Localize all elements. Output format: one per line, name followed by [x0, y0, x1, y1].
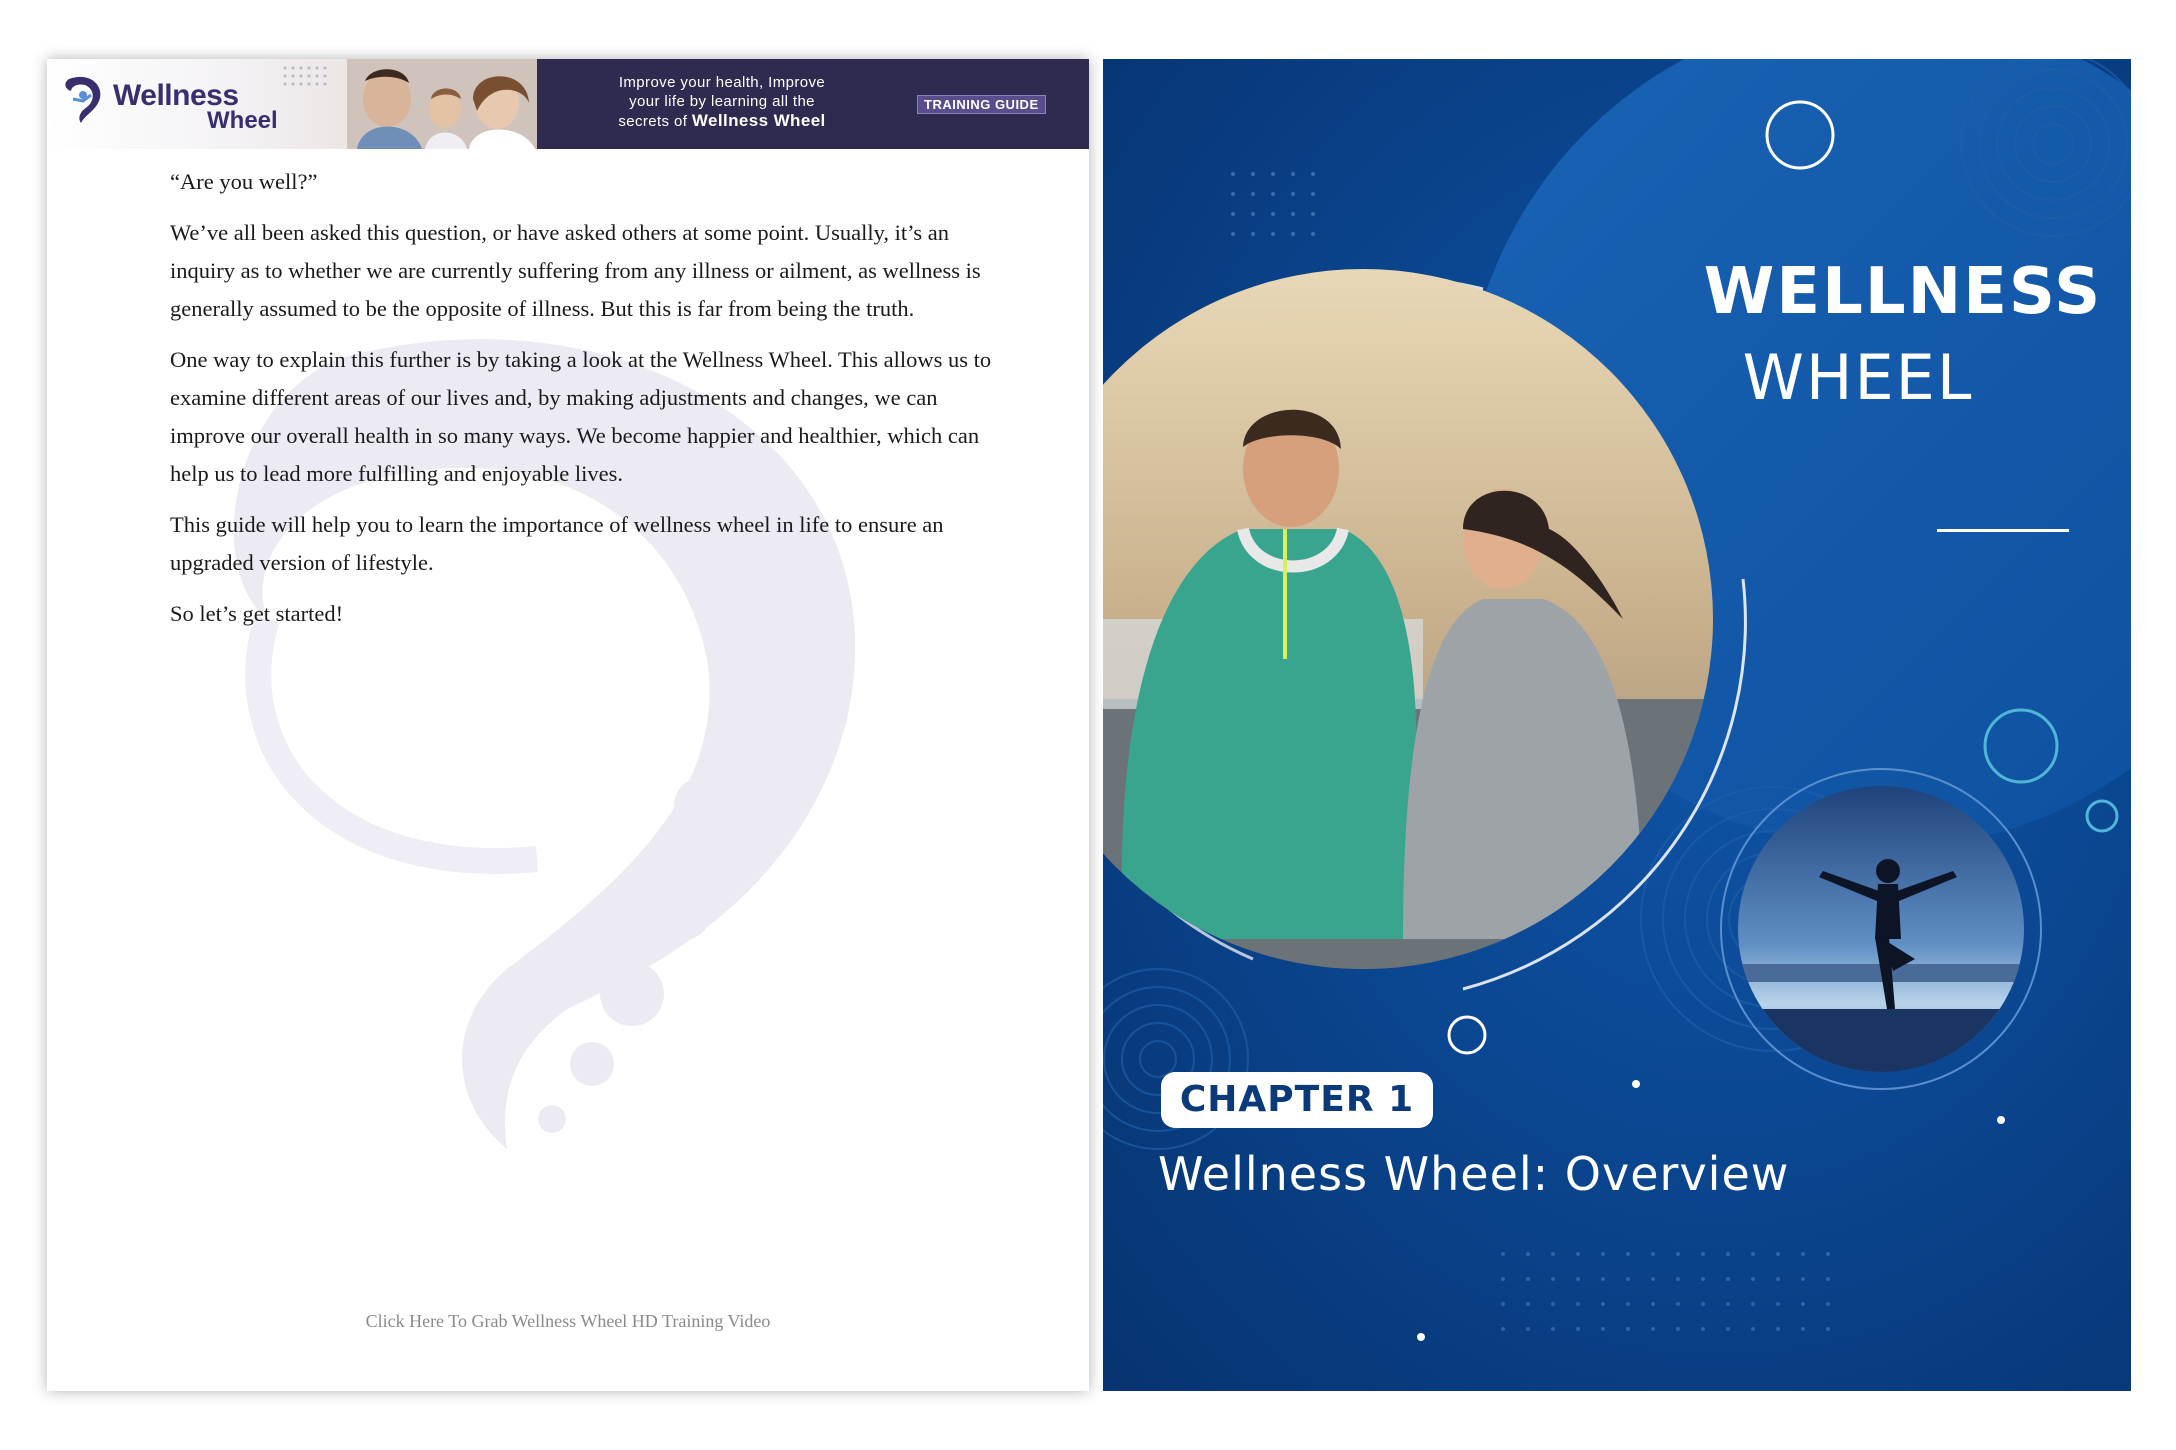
banner-tagline — [562, 73, 882, 131]
chapter-title: Wellness Wheel: Overview — [1158, 1147, 1790, 1201]
paragraph: We’ve all been asked this question, or have asked others at some point. Usually, it’s an inquiry as to whether we are currently suffering from any illness or ailment, as wellness is generally assumed to be the opposite of illness. But this is far from being the truth. — [170, 220, 981, 321]
tagline-line-2: your life by learning all the — [629, 93, 815, 110]
decorative-dots-icon — [282, 65, 332, 87]
body-text — [170, 163, 1000, 646]
training-guide-badge: TRAINING GUIDE — [917, 95, 1046, 114]
cover-title-line-2: WHEEL — [1742, 341, 1974, 414]
chapter-cover — [1103, 59, 2131, 1391]
document-page — [47, 59, 1089, 1391]
chapter-badge — [1161, 1072, 1433, 1128]
header-banner — [47, 59, 1089, 149]
tagline-emphasis: Wellness Wheel — [691, 111, 826, 130]
tagline-line-1: Improve your health, Improve — [618, 74, 826, 91]
paragraph: So let’s get started! — [170, 601, 344, 626]
tagline-line-3 — [562, 111, 882, 131]
cover-title-line-1: WELLNESS — [1703, 255, 2103, 329]
wellness-logo-icon — [61, 71, 107, 129]
family-photo — [347, 59, 537, 149]
tagline-prefix: secrets of — [618, 113, 692, 130]
chapter-label: CHAPTER 1 — [1179, 1079, 1415, 1120]
paragraph: One way to explain this further is by taking a look at the Wellness Wheel. This allows us to examine different areas of our lives and, by making adjustments and changes, we can improve our overall health in so many ways. We become happier and healthier, which can help us to lead more fulfilling and enjoyable lives. — [170, 347, 992, 486]
video-link[interactable]: Click Here To Grab Wellness Wheel HD Training Video — [365, 1311, 771, 1331]
paragraph: “Are you well?” — [170, 169, 318, 194]
title-divider — [1937, 529, 2069, 532]
logo-text-wellness: Wellness — [113, 79, 239, 112]
logo-text-wheel: Wheel — [207, 107, 278, 134]
paragraph: This guide will help you to learn the importance of wellness wheel in life to ensure an upgraded version of lifestyle. — [170, 512, 944, 575]
